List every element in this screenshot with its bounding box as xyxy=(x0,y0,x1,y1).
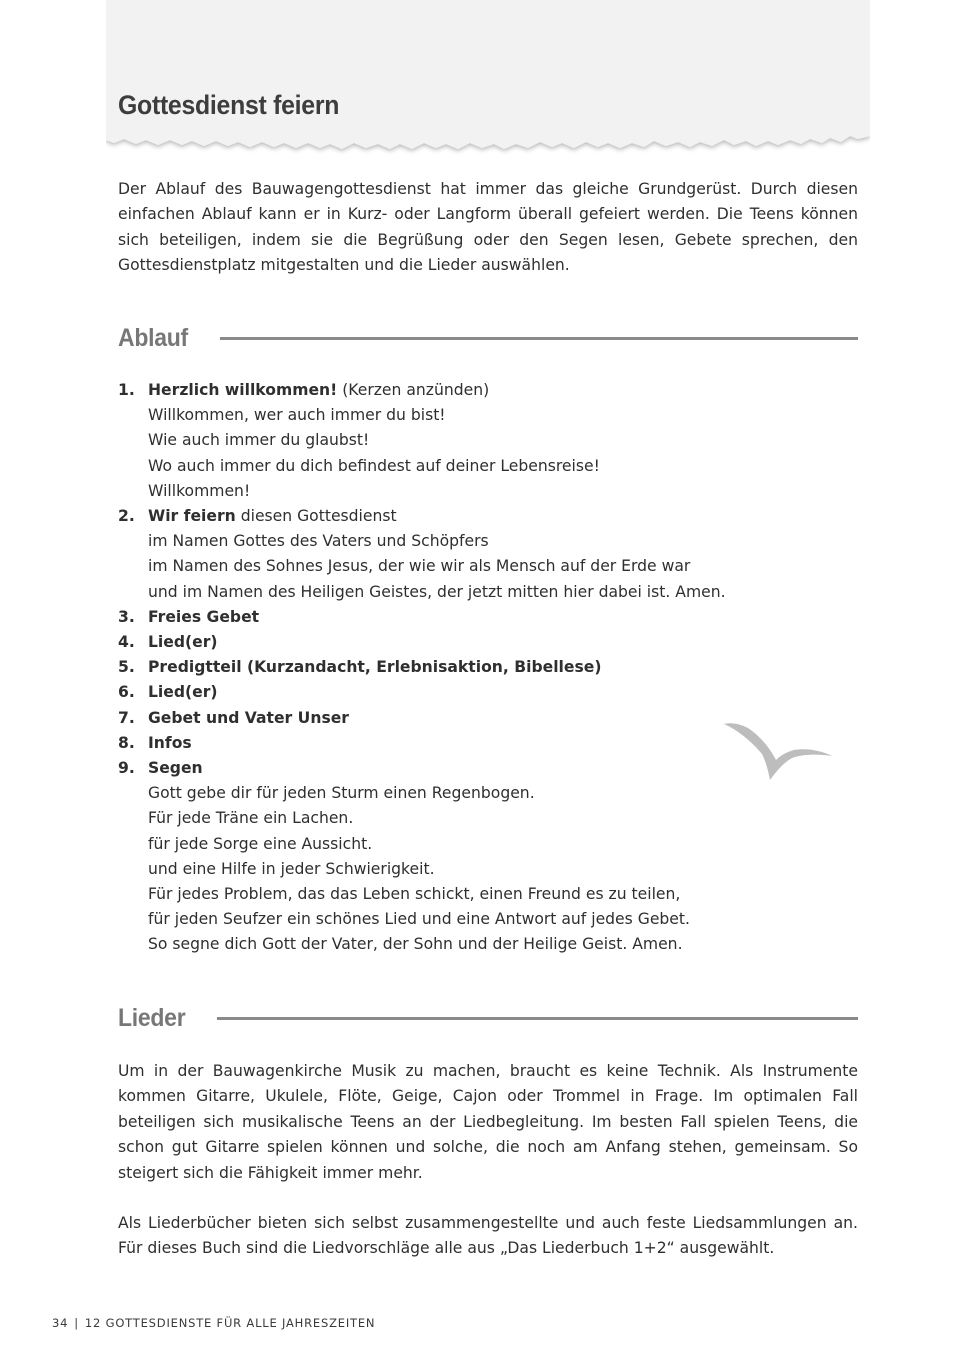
text-line: Für jede Träne ein Lachen. xyxy=(148,809,354,828)
text-line: So segne dich Gott der Vater, der Sohn und der Heilige Geist. Amen. xyxy=(148,935,683,954)
step-title: Gebet und Vater Unser xyxy=(148,708,349,727)
text-line: Wie auch immer du glaubst! xyxy=(148,431,370,450)
page-number: 34 xyxy=(52,1316,69,1330)
text-line: für jeden Seufzer ein schönes Lied und eine Antwort auf jedes Gebet. xyxy=(148,910,690,929)
step-title: Lied(er) xyxy=(148,683,218,702)
book-title: 12 GOTTESDIENSTE FÜR ALLE JAHRESZEITEN xyxy=(84,1316,376,1330)
list-item xyxy=(118,630,858,655)
section-divider xyxy=(220,337,858,340)
step-number: 1. xyxy=(118,381,135,399)
seagull-icon xyxy=(720,718,835,788)
lieder-paragraph-2: Als Liederbücher bieten sich selbst zusammengestellte und auch feste Liedsammlungen an. Für dieses Buch sind die Liedvorschläge alle aus „Das Liederbuch 1+2“ ausgewählt. xyxy=(118,1214,858,1258)
step-title: Infos xyxy=(148,733,192,752)
page-title: Gottesdienst feiern xyxy=(118,90,340,120)
list-item xyxy=(118,680,858,705)
footer-separator: | xyxy=(74,1316,79,1330)
section-header-lieder xyxy=(118,998,858,1038)
step-number: 4. xyxy=(118,633,135,652)
step-number: 3. xyxy=(118,607,135,626)
step-number: 2. xyxy=(118,507,135,526)
section-title-lieder: Lieder xyxy=(118,1003,186,1032)
text-line: im Namen Gottes des Vaters und Schöpfers xyxy=(148,532,489,551)
step-note: diesen Gottesdienst xyxy=(235,507,397,526)
text-line: Willkommen, wer auch immer du bist! xyxy=(148,406,446,425)
step-number: 5. xyxy=(118,658,135,677)
step-title: Predigtteil (Kurzandacht, Erlebnisaktion, Bibellese) xyxy=(148,658,602,677)
page-footer xyxy=(52,1316,375,1330)
step-title: Segen xyxy=(148,759,203,778)
torn-paper-shape xyxy=(106,0,870,160)
torn-paper-header xyxy=(106,0,870,160)
step-title: Lied(er) xyxy=(148,633,218,652)
section-title-ablauf: Ablauf xyxy=(118,323,188,352)
step-title: Herzlich willkommen! xyxy=(148,381,338,399)
liturgy-list xyxy=(118,378,858,958)
step-title: Wir feiern xyxy=(148,507,236,526)
text-line: für jede Sorge eine Aussicht. xyxy=(148,834,373,853)
step-number: 7. xyxy=(118,708,135,727)
list-item xyxy=(118,655,858,680)
step-note: (Kerzen anzünden) xyxy=(337,381,490,399)
step-number: 9. xyxy=(118,759,135,778)
text-line: Für jedes Problem, das das Leben schickt, einen Freund es zu teilen, xyxy=(148,885,681,904)
text-line: Willkommen! xyxy=(148,481,251,500)
lieder-paragraph-1: Um in der Bauwagenkirche Musik zu machen, braucht es keine Technik. Als Instrumente kommen Gitarre, Ukulele, Flöte, Geige, Cajon oder Trommel in Frage. Im optimalen Fall beteiligen sich musikalische Teens an der Liedbegleitung. Im besten Fall spielen Teens, die schon gut Gitarre spielen können und solche, die noch am Anfang stehen, gemeinsam. So steigert sich die Fähigkeit immer mehr. xyxy=(118,1062,858,1182)
intro-paragraph: Der Ablauf des Bauwagengottesdienst hat immer das gleiche Grundgerüst. Durch diesen einfachen Ablauf kann er in Kurz- oder Langform überall gefeiert werden. Die Teens können sich beteiligen, indem sie die Begrüßung oder den Segen lesen, Gebete sprechen, den Gottesdienstplatz mitgestalten und die Lieder auswählen. xyxy=(118,180,858,275)
step-number: 8. xyxy=(118,733,135,752)
step-title: Freies Gebet xyxy=(148,607,260,626)
text-line: und im Namen des Heiligen Geistes, der jetzt mitten hier dabei ist. Amen. xyxy=(148,582,726,601)
list-item xyxy=(118,605,858,630)
step-number: 6. xyxy=(118,683,135,702)
text-line: Gott gebe dir für jeden Sturm einen Regenbogen. xyxy=(148,784,535,803)
list-item xyxy=(118,504,858,605)
section-header-ablauf xyxy=(118,318,858,358)
list-item xyxy=(118,378,858,504)
section-divider xyxy=(217,1017,858,1020)
text-line: im Namen des Sohnes Jesus, der wie wir als Mensch auf der Erde war xyxy=(148,557,691,576)
text-line: Wo auch immer du dich befindest auf deiner Lebensreise! xyxy=(148,456,600,475)
text-line: und eine Hilfe in jeder Schwierigkeit. xyxy=(148,859,435,878)
